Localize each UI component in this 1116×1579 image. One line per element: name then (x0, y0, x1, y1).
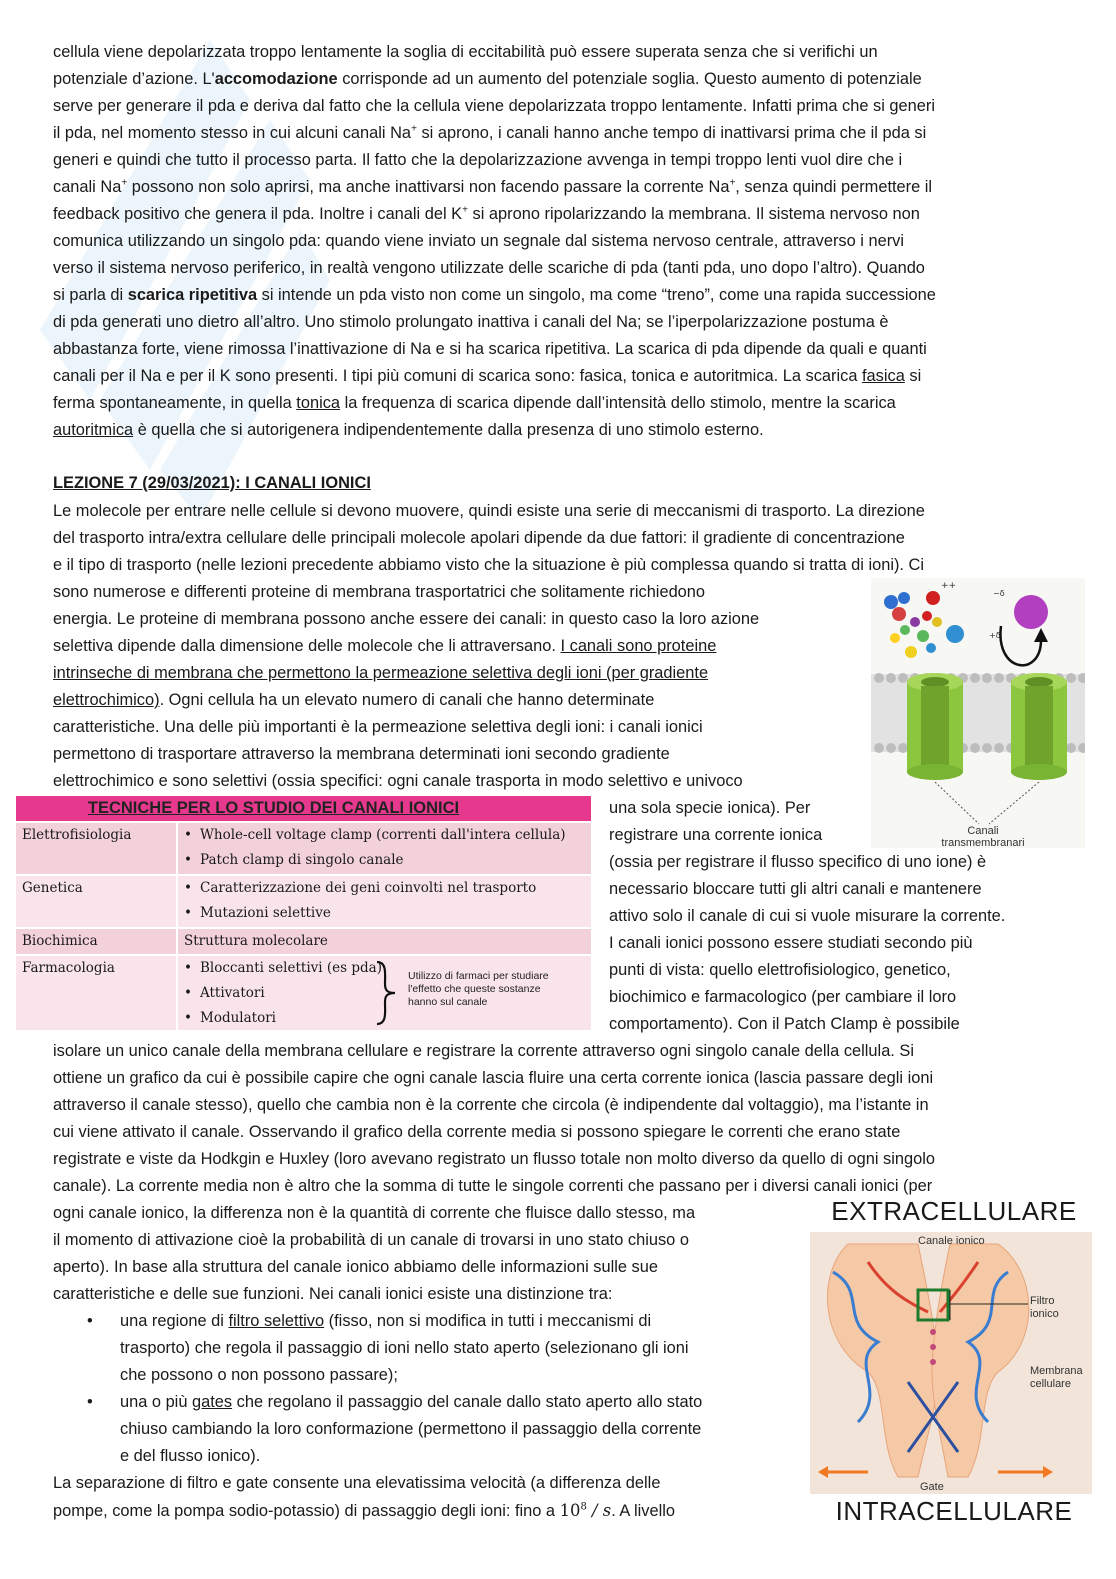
paragraph-patch-clamp (53, 1038, 1055, 1200)
text-line: autoritmica è quella che si autorigenera indipendentemente dalla presenza di uno stimolo esterno. (53, 421, 764, 439)
text-line: comportamento). Con il Patch Clamp è possibile (609, 1015, 960, 1033)
table-row-items: • Caratterizzazione dei geni coinvolti nel trasporto • Mutazioni selettive (176, 876, 591, 927)
charge-label: ++ (941, 581, 957, 591)
table-row (16, 954, 591, 1030)
bullet-mark: • (87, 1312, 93, 1330)
text-line: comunica utilizzando un singolo pda: quando viene inviato un segnale dal sistema nervoso centrale, attraverso i nervi (53, 232, 905, 250)
figure-label: cellulare (1030, 1378, 1071, 1390)
table-row (16, 821, 591, 874)
list-item: • una o più gates che regolano il passaggio del canale dallo stato aperto allo stato chiuso cambiando la loro conformazione (permettono il passaggio della corrente e del flusso ionico). (87, 1389, 791, 1470)
text-line: sono numerose e differenti proteine di membrana trasportatrici che solitamente richiedono (53, 583, 706, 601)
section-heading: LEZIONE 7 (29/03/2021): I CANALI IONICI (53, 474, 371, 492)
text-line: selettiva dipende dalla dimensione delle molecole che li attraversano. I canali sono proteine (53, 637, 717, 655)
text-line: attivo solo il canale di cui si vuole misurare la corrente. (609, 907, 1006, 925)
bullet-list (87, 1308, 791, 1470)
list-item: • una regione di filtro selettivo (fisso, non si modifica in tutti i meccanismi di trasporto) che regola il passaggio di ioni nello stato aperto (selezionano gli ioni che possono o non possono passare); (87, 1308, 791, 1389)
text-line: feedback positivo che genera il pda. Inoltre i canali del K+ si aprono ripolarizzando la membrana. Il sistema nervoso non (53, 204, 920, 223)
text-line: registrate e viste da Hodkgin e Huxley (loro avevano registrato un flusso totale non molto diverso da quello di ogni singolo (53, 1150, 935, 1168)
text-line: pompe, come la pompa sodio-potassio) di passaggio degli ioni: fino a $10^8$ / s. A livello (53, 1501, 675, 1520)
text-line: canale). La corrente media non è altro che la somma di tutte le singole correnti che passano per i diversi canali ionici (per (53, 1177, 933, 1195)
figure-label: Canali (967, 825, 999, 837)
text-line: ferma spontaneamente, in quella tonica la frequenza di scarica dipende dall’intensità dello stimolo, mentre la scarica (53, 394, 896, 412)
text-line: energia. Le proteine di membrana possono anche essere dei canali: in questo caso la loro azione (53, 610, 760, 628)
table-row-label: Biochimica (16, 929, 176, 954)
text-line: potenziale d’azione. L'accomodazione corrisponde ad un aumento del potenziale soglia. Questo aumento di potenziale (53, 70, 922, 88)
paragraph-canali-narrow (53, 579, 854, 795)
text-line: punti di vista: quello elettrofisiologico, genetico, (609, 961, 951, 979)
text-line: generi e quindi che tutto il processo parta. Il fatto che la depolarizzazione avvenga in tempi troppo lenti vuol dire che i (53, 151, 903, 169)
channels-illustration (871, 578, 1085, 848)
extracellular-label: EXTRACELLULARE (831, 1196, 1077, 1226)
text-line: cui viene attivato il canale. Osservando il grafico della corrente media si possono spiegare le correnti che erano state (53, 1123, 901, 1141)
brace-note: Utilizzo di farmaci per studiare l'effetto che queste sostanze hanno sul canale (408, 970, 549, 1008)
text-line: registrare una corrente ionica (609, 826, 823, 844)
figure-ion-channel-structure (808, 1196, 1100, 1536)
text-line: I canali ionici possono essere studiati secondo più (609, 934, 973, 952)
text-line: attraverso il canale stesso), quello che cambia non è la corrente che circola (è indipendente dal voltaggio), ma l’istante in (53, 1096, 929, 1114)
text-line: La separazione di filtro e gate consente una elevatissima velocità (a differenza delle (53, 1474, 661, 1492)
paragraph-intro (53, 39, 1055, 444)
table-row (16, 874, 591, 927)
text-line: caratteristiche. Una delle più importanti è la permeazione selettiva degli ioni: i canali ionici (53, 718, 703, 736)
table-row-label: Farmacologia (16, 956, 176, 1030)
text-line: elettrochimico). Ogni cellula ha un elevato numero di canali che hanno determinate (53, 691, 655, 709)
text-line: una sola specie ionica). Per (609, 799, 811, 817)
table-row-label: Genetica (16, 876, 176, 927)
text-line: canali Na+ possono non solo aprirsi, ma anche inattivarsi non facendo passare la corrente Na+, senza quindi permettere il (53, 177, 933, 196)
text-line: isolare un unico canale della membrana cellulare e registrare la corrente attraverso ogni singolo canale della cellula. Si (53, 1042, 914, 1060)
text-line: Le molecole per entrare nelle cellule si devono muovere, quindi esiste una serie di meccanismi di trasporto. La direzione (53, 502, 925, 520)
table-row (16, 927, 591, 954)
techniques-table (16, 796, 591, 1028)
text-line: biochimico e farmacologico (per cambiare il loro (609, 988, 957, 1006)
figure-label: Filtro (1030, 1295, 1055, 1307)
figure-label: transmembranari (941, 837, 1025, 848)
paragraph-canali-full (53, 498, 1055, 579)
figure-label: Canale ionico (918, 1235, 985, 1247)
figure-transmembrane-channels (871, 578, 1085, 848)
figure-label: Gate (920, 1481, 944, 1493)
text-line: (ossia per registrare il flusso specifico di uno ione) è (609, 853, 987, 871)
table-title: TECNICHE PER LO STUDIO DEI CANALI IONICI (16, 796, 591, 821)
text-line: di pda generati uno dietro all’altro. Uno stimolo prolungato inattiva i canali del Na; se l’iperpolarizzazione postuma è (53, 313, 889, 331)
paragraph-velocita (53, 1470, 791, 1525)
table-row-items: • Whole-cell voltage clamp (correnti dall'intera cellula) • Patch clamp di singolo canale (176, 823, 591, 874)
text-line: aperto). In base alla struttura del canale ionico abbiamo delle informazioni sulle sue (53, 1258, 658, 1276)
ion-channel-diagram (808, 1232, 1100, 1494)
text-line: il pda, nel momento stesso in cui alcuni canali Na+ si aprono, i canali hanno anche tempo di inattivarsi prima che il pda si (53, 123, 927, 142)
charge-label: −δ (993, 589, 1005, 598)
intracellular-label: INTRACELLULARE (835, 1496, 1073, 1526)
text-line: si parla di scarica ripetitiva si intende un pda visto non come un singolo, ma come “treno”, come una rapida successione (53, 286, 936, 304)
charge-label: +δ (989, 631, 1001, 640)
text-line: ottiene un grafico da cui è possibile capire che ogni canale lascia fluire una certa corrente ionica (lascia passare degli ioni (53, 1069, 934, 1087)
text-line: verso il sistema nervoso periferico, in realtà vengono utilizzate delle scariche di pda (tanti pda, uno dopo l’altro). Quando (53, 259, 925, 277)
text-line: cellula viene depolarizzata troppo lentamente la soglia di eccitabilità può essere superata senza che si verifichi un (53, 43, 878, 61)
text-line: e il tipo di trasporto (nelle lezioni precedente abbiamo visto che la situazione è più complessa quando si tratta di ioni). Ci (53, 556, 925, 574)
text-line: permettono di trasportare attraverso la membrana determinati ioni secondo gradiente (53, 745, 670, 763)
table-row-label: Elettrofisiologia (16, 823, 176, 874)
curly-brace (371, 960, 401, 1026)
text-line: del trasporto intra/extra cellulare delle principali molecole apolari dipende da due fattori: il gradiente di concentrazione (53, 529, 905, 547)
text-line: serve per generare il pda e deriva dal fatto che la cellula viene depolarizzata troppo lentamente. Infatti prima che si generi (53, 97, 935, 115)
text-line: ogni canale ionico, la differenza non è la quantità di corrente che fluisce dallo stesso, ma (53, 1204, 696, 1222)
text-line: necessario bloccare tutti gli altri canali e mantenere (609, 880, 982, 898)
table-row-items: Struttura molecolare (176, 929, 591, 954)
text-line: abbastanza forte, viene rimossa l’inattivazione di Na e si ha scarica ripetitiva. La scarica di pda dipende da quali e quanti (53, 340, 927, 358)
bullet-mark: • (87, 1393, 93, 1411)
text-line: canali per il Na e per il K sono presenti. I tipi più comuni di scarica sono: fasica, tonica e autoritmica. La scarica fasica si (53, 367, 922, 385)
text-line: caratteristiche e delle sue funzioni. Nei canali ionici esiste una distinzione tra: (53, 1285, 613, 1303)
text-line: il momento di attivazione cioè la probabilità di un canale di trovarsi in uno stato chiuso o (53, 1231, 689, 1249)
paragraph-struttura (53, 1200, 791, 1308)
text-line: elettrochimico e sono selettivi (ossia specifici: ogni canale trasporta in modo selettivo e univoco (53, 772, 743, 790)
figure-label: Membrana (1030, 1365, 1083, 1377)
table-row-items: • Bloccanti selettivi (es pda) • Attivatori • Modulatori (176, 956, 591, 1030)
figure-label: ionico (1030, 1308, 1059, 1320)
text-line: intrinseche di membrana che permettono la permeazione selettiva degli ioni (per gradiente (53, 664, 709, 682)
